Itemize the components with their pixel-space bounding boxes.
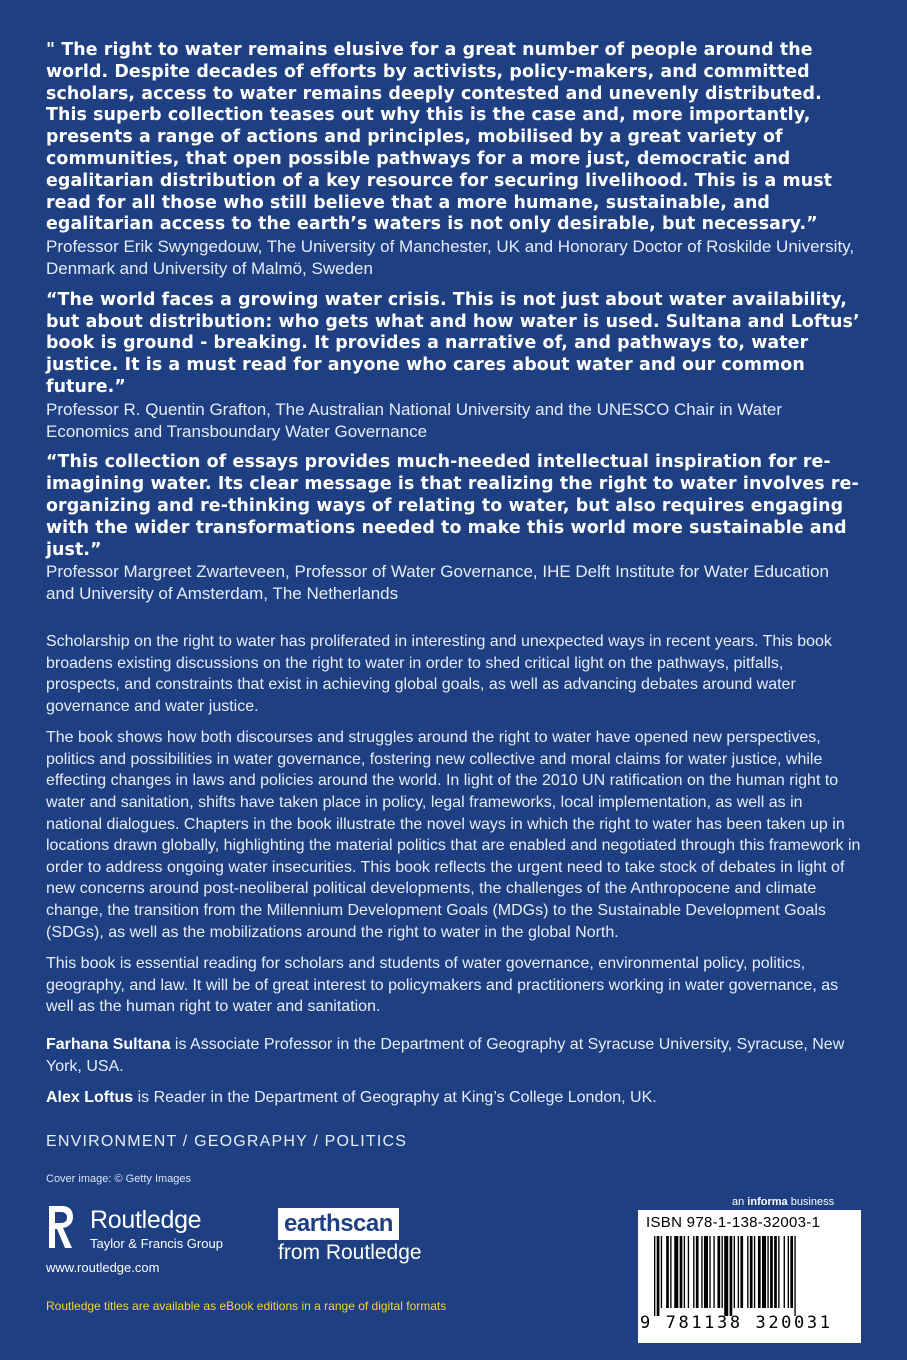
barcode-bar — [740, 1236, 743, 1308]
author-bio-2 — [46, 1087, 861, 1109]
barcode-bar — [693, 1236, 694, 1308]
barcode-bar — [734, 1236, 735, 1308]
isbn-barcode — [638, 1210, 861, 1343]
barcode-bar — [738, 1236, 739, 1308]
barcode-bar — [754, 1236, 755, 1308]
author-bio-text: is Reader in the Department of Geography at King’s College London, UK. — [133, 1089, 657, 1107]
informa-tagline — [732, 1196, 834, 1208]
endorsement-attribution-3: Professor Margreet Zwarteveen, Professor of Water Governance, IHE Delft Institute for Water Education and University of Amsterdam, The Netherlands — [46, 562, 829, 604]
barcode-bar — [778, 1236, 779, 1308]
informa-suffix: business — [787, 1196, 835, 1208]
barcode-bar — [750, 1236, 753, 1308]
barcode-bar — [666, 1236, 669, 1308]
earthscan-wordmark: earthscan — [278, 1208, 399, 1240]
barcode-bar — [654, 1236, 655, 1316]
isbn-label: ISBN 978-1-138-32003-1 — [646, 1214, 821, 1231]
earthscan-logo — [278, 1208, 422, 1265]
barcode-bar — [770, 1236, 773, 1308]
cover-image-credit: Cover image: © Getty Images — [46, 1173, 192, 1185]
barcode-bar — [758, 1236, 761, 1308]
barcode-bar — [790, 1236, 793, 1308]
routledge-r-icon — [46, 1204, 76, 1250]
endorsement-quote-2: “The world faces a growing water crisis. This is not just about water availability, but about distribution: who gets what and how water is used. Sultana and Loftus’ book is ground - breaking. It provides a narrative of, and pathways to, water justice. It is a must read for anyone who cares about water and our common future.” — [46, 289, 860, 397]
barcode-bar — [788, 1236, 789, 1308]
barcode-bar — [717, 1236, 720, 1308]
informa-prefix: an — [732, 1196, 748, 1208]
earthscan-from-routledge: from Routledge — [278, 1241, 422, 1264]
ebook-availability-note: Routledge titles are available as eBook editions in a range of digital formats — [46, 1299, 447, 1313]
routledge-logo — [46, 1204, 246, 1252]
barcode-bar — [774, 1236, 777, 1308]
subject-categories: ENVIRONMENT / GEOGRAPHY / POLITICS — [46, 1133, 408, 1150]
back-cover-text — [46, 40, 861, 1119]
barcode-bar — [674, 1236, 678, 1308]
publisher-website[interactable]: www.routledge.com — [46, 1260, 160, 1275]
publisher-group: Taylor & Francis Group — [90, 1236, 223, 1251]
barcode-bar — [657, 1236, 660, 1316]
barcode-bar — [747, 1236, 748, 1308]
endorsement-quote-3: “This collection of essays provides much-needed intellectual inspiration for re-imagining water. Its clear message is that realizing the right to water involves re-organizing and re-thinking ways of relating to water, but also requires engaging with the wider transformations needed to make this world more sustainable and just.” — [46, 452, 859, 560]
barcode-bar — [794, 1236, 795, 1316]
barcode-bar — [661, 1236, 662, 1308]
endorsement-attribution-1: Professor Erik Swyngedouw, The University of Manchester, UK and Honorary Doctor of Roskilde University, Denmark and University of Malmö, Sweden — [46, 237, 855, 278]
barcode-bars — [652, 1236, 848, 1316]
barcode-bar — [762, 1236, 766, 1308]
barcode-bar — [767, 1236, 768, 1308]
author-name: Farhana Sultana — [46, 1036, 171, 1054]
barcode-bar — [688, 1236, 689, 1308]
barcode-bar — [704, 1236, 708, 1308]
barcode-bar — [701, 1236, 702, 1308]
barcode-bar — [730, 1236, 733, 1316]
barcode-bar — [724, 1236, 728, 1316]
endorsement-quote-1: " The right to water remains elusive for a great number of people around the world. Despite decades of efforts by activists, policy-makers, and committed scholars, access to water remains deeply contested and unevenly distributed. This superb collection teases out why this is the case and, more importantly, presents a range of actions and principles, mobilised by a great variety of communities, that open possible pathways for a more just, democratic and egalitarian distribution of a key resource for securing livelihood. This is a must read for all those who still believe that a more humane, sustainable, and egalitarian access to the earth’s waters is not only desirable, but necessary.” — [46, 40, 833, 235]
author-name: Alex Loftus — [46, 1089, 134, 1107]
barcode-bar — [670, 1236, 671, 1308]
author-bio-1 — [46, 1034, 861, 1077]
barcode-bar — [713, 1236, 714, 1308]
barcode-bar — [696, 1236, 699, 1308]
barcode-bar — [684, 1236, 685, 1308]
barcode-bar — [680, 1236, 683, 1308]
publisher-name: Routledge — [90, 1206, 202, 1234]
informa-brand: informa — [747, 1196, 788, 1208]
barcode-bar — [784, 1236, 785, 1308]
blurb-paragraph-1: Scholarship on the right to water has proliferated in interesting and unexpected ways in recent years. This book broadens existing discussions on the right to water in order to shed critical light on the pathways, pitfalls, prospects, and constraints that exist in achieving global goals, as well as advancing debates around water governance and water justice. — [46, 632, 832, 715]
author-bio-text: is Associate Professor in the Department of Geography at Syracuse University, Syracuse, New York, USA. — [46, 1036, 845, 1075]
barcode-bar — [722, 1236, 723, 1308]
barcode-number: 9 781138 320031 — [640, 1313, 833, 1333]
endorsement-attribution-2: Professor R. Quentin Grafton, The Australian National University and the UNESCO Chair in Water Economics and Transboundary Water Governance — [46, 399, 783, 441]
barcode-bar — [709, 1236, 710, 1308]
blurb-paragraph-3: This book is essential reading for scholars and students of water governance, environmental policy, politics, geography, and law. It will be of great interest to policymakers and practitioners working in water governance, as well as the human right to water and sanitation. — [46, 955, 839, 1016]
blurb-paragraph-2: The book shows how both discourses and struggles around the right to water have opened new perspectives, politics and possibilities in water governance, fostering new collective and moral claims for water justice, while effecting changes in laws and policies around the world. In light of the 2010 UN ratification on the human right to water and sanitation, shifts have taken place in policy, legal frameworks, local implementation, as well as in national dialogues. Chapters in the book illustrate the novel ways in which the right to water has been taken up in locations drawn globally, highlighting the material politics that are enabled and negotiated through this framework in order to address ongoing water insecurities. This book reflects the urgent need to take stock of debates in light of new concerns around post-neoliberal political developments, the challenges of the Anthropocene and climate change, the transition from the Millennium Development Goals (MDGs) to the Sustainable Development Goals (SDGs), as well as the mobilizations around the right to water in the global North. — [46, 729, 861, 941]
